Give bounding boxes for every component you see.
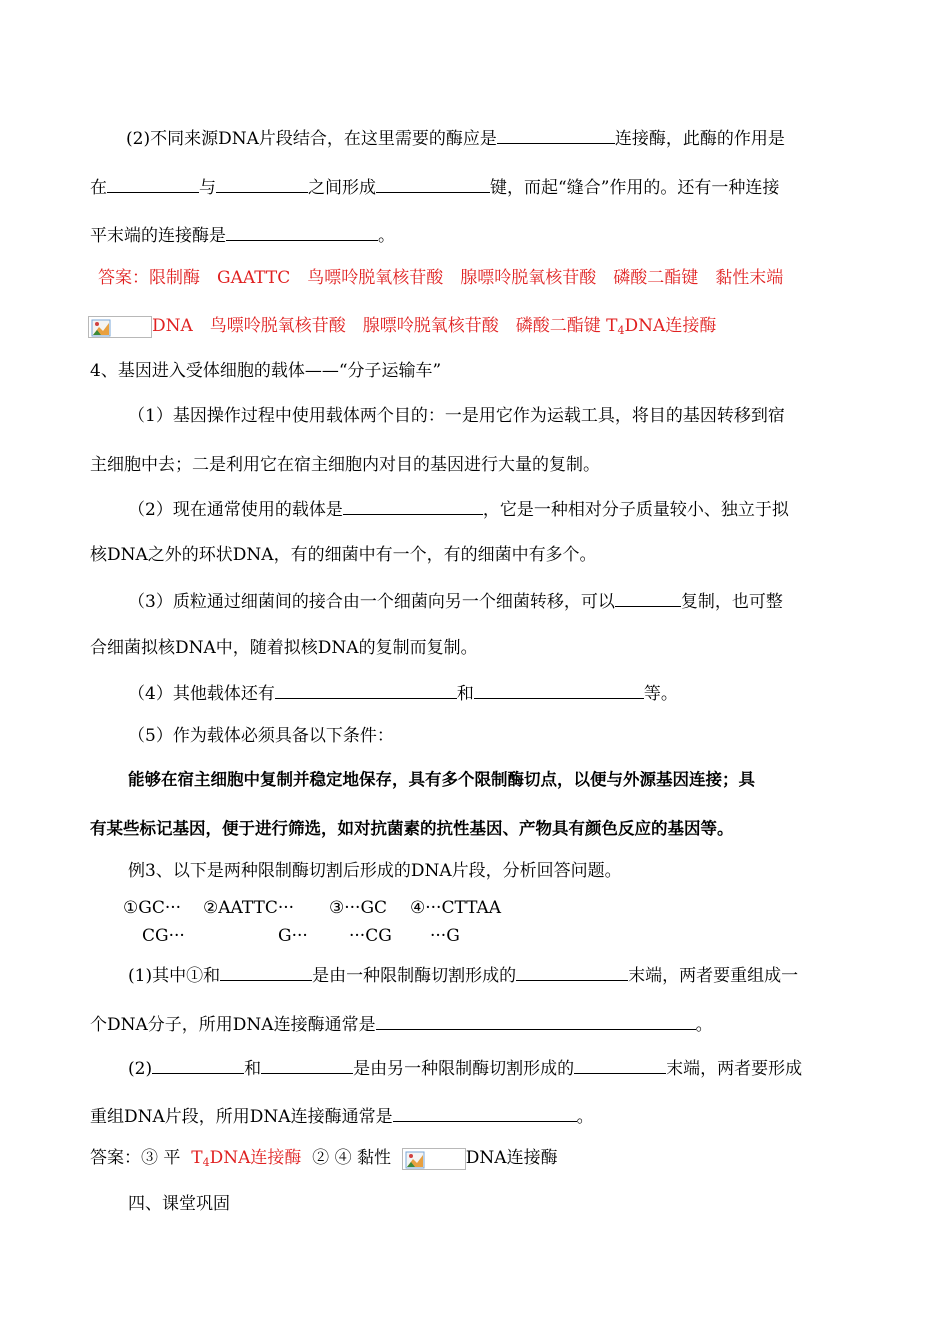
fragment-2-bottom: G···	[278, 926, 308, 946]
text: 末端，两者要重组成一	[628, 966, 799, 986]
text: 与	[199, 178, 216, 198]
text: 平末端的连接酶是	[90, 226, 226, 246]
section-heading: 四、课堂巩固	[128, 1194, 230, 1214]
text: T	[191, 1148, 203, 1168]
paragraph: 主细胞中去；二是利用它在宿主细胞内对目的基因进行大量的复制。	[90, 455, 600, 475]
text: 。	[695, 1015, 713, 1035]
answer-line-2	[88, 314, 716, 343]
broken-image-icon	[88, 316, 152, 338]
text: 键，而起“缝合”作用的。还有一种连接	[490, 178, 780, 198]
example-3-question-1-cont	[90, 1011, 713, 1037]
broken-image-icon	[402, 1148, 466, 1170]
example-3-question-2-cont	[90, 1103, 594, 1129]
text: 重组DNA片段，所用DNA连接酶通常是	[90, 1107, 393, 1127]
paragraph	[128, 588, 783, 614]
text: (2)	[128, 1059, 153, 1079]
text: 是由一种限制酶切割形成的	[312, 966, 517, 986]
answer-blank[interactable]	[261, 1055, 353, 1074]
text: 之间形成	[308, 178, 376, 198]
answer-blank[interactable]	[474, 680, 644, 699]
answer-blank[interactable]	[226, 222, 378, 241]
text: 是由另一种限制酶切割形成的	[353, 1059, 575, 1079]
text: （3）质粒通过细菌间的接合由一个细菌向另一个细菌转移，可以	[128, 592, 615, 612]
answer-line-1: 答案：限制酶 GAATTC 鸟嘌呤脱氧核苷酸 腺嘌呤脱氧核苷酸 磷酸二酯键 黏性末端	[98, 268, 784, 288]
answer-blank[interactable]	[574, 1055, 666, 1074]
subscript: 4	[202, 1156, 210, 1169]
answer-blank[interactable]	[220, 962, 312, 981]
text: 。	[576, 1107, 594, 1127]
fragment-2-top: ②AATTC···	[203, 898, 295, 918]
fragment-3-top: ③···GC	[329, 898, 388, 918]
text: (2)不同来源DNA片段结合，在这里需要的酶应是	[126, 129, 497, 149]
text: 个DNA分子，所用DNA连接酶通常是	[90, 1015, 376, 1035]
text: （2）现在通常使用的载体是	[128, 500, 343, 520]
text: 答案：③ 平	[90, 1148, 181, 1168]
text: DNA连接酶	[465, 1148, 558, 1168]
answer-blank[interactable]	[107, 174, 199, 193]
answer-blank[interactable]	[497, 125, 615, 144]
text: （4）其他载体还有	[128, 684, 275, 704]
subscript: 4	[617, 324, 625, 337]
section-heading: 4、基因进入受体细胞的载体——“分子运输车”	[90, 361, 442, 381]
fragment-3-bottom: ···CG	[349, 926, 392, 946]
question-2-line-1	[90, 125, 862, 151]
text: 连接酶，此酶的作用是	[614, 129, 785, 149]
conditions-line-1: 能够在宿主细胞中复制并稳定地保存，具有多个限制酶切点，以便与外源基因连接；具	[128, 770, 755, 789]
example-3-question-1	[128, 962, 798, 988]
answer-blank[interactable]	[275, 680, 457, 699]
text: 和	[456, 684, 474, 704]
paragraph: （5）作为载体必须具备以下条件：	[128, 726, 394, 746]
text: 在	[90, 178, 107, 198]
answer-blank[interactable]	[216, 174, 308, 193]
answer-blank[interactable]	[376, 1011, 696, 1030]
paragraph: 核DNA之外的环状DNA，有的细菌中有一个，有的细菌中有多个。	[90, 545, 597, 565]
text: ② ④ 黏性	[312, 1148, 391, 1168]
paragraph	[128, 496, 789, 522]
text: DNA连接酶	[624, 316, 717, 336]
text: (1)其中①和	[128, 966, 221, 986]
fragment-1-bottom: CG···	[142, 926, 185, 946]
paragraph	[128, 680, 678, 706]
text: DNA 鸟嘌呤脱氧核苷酸 腺嘌呤脱氧核苷酸 磷酸二酯键 T	[152, 316, 618, 336]
answer-blank[interactable]	[376, 174, 490, 193]
text: 和	[244, 1059, 262, 1079]
fragment-4-bottom: ···G	[430, 926, 460, 946]
question-2-line-3	[90, 222, 395, 248]
answer-blank[interactable]	[516, 962, 628, 981]
fragment-1-top: ①GC···	[123, 898, 182, 918]
answer-2-line	[90, 1146, 558, 1175]
answer-blank[interactable]	[393, 1103, 577, 1122]
answer-red	[191, 1148, 301, 1168]
conditions-line-2: 有某些标记基因，便于进行筛选，如对抗菌素的抗性基因、产物具有颜色反应的基因等。	[90, 819, 734, 838]
example-3-question-2	[128, 1055, 802, 1081]
answer-blank[interactable]	[615, 588, 681, 607]
text: 末端，两者要形成	[666, 1059, 803, 1079]
question-2-line-2	[90, 174, 862, 200]
answer-blank[interactable]	[152, 1055, 244, 1074]
text: 复制，也可整	[680, 592, 783, 612]
paragraph: （1）基因操作过程中使用载体两个目的：一是用它作为运载工具，将目的基因转移到宿	[128, 406, 785, 426]
example-3-title: 例3、以下是两种限制酶切割后形成的DNA片段，分析回答问题。	[128, 861, 622, 881]
text: 。	[378, 226, 395, 246]
paragraph: 合细菌拟核DNA中，随着拟核DNA的复制而复制。	[90, 638, 478, 658]
answer-blank[interactable]	[343, 496, 483, 515]
text: 等。	[643, 684, 678, 704]
fragment-4-top: ④···CTTAA	[410, 898, 502, 918]
text: DNA连接酶	[209, 1148, 302, 1168]
text: ，它是一种相对分子质量较小、独立于拟	[482, 500, 789, 520]
